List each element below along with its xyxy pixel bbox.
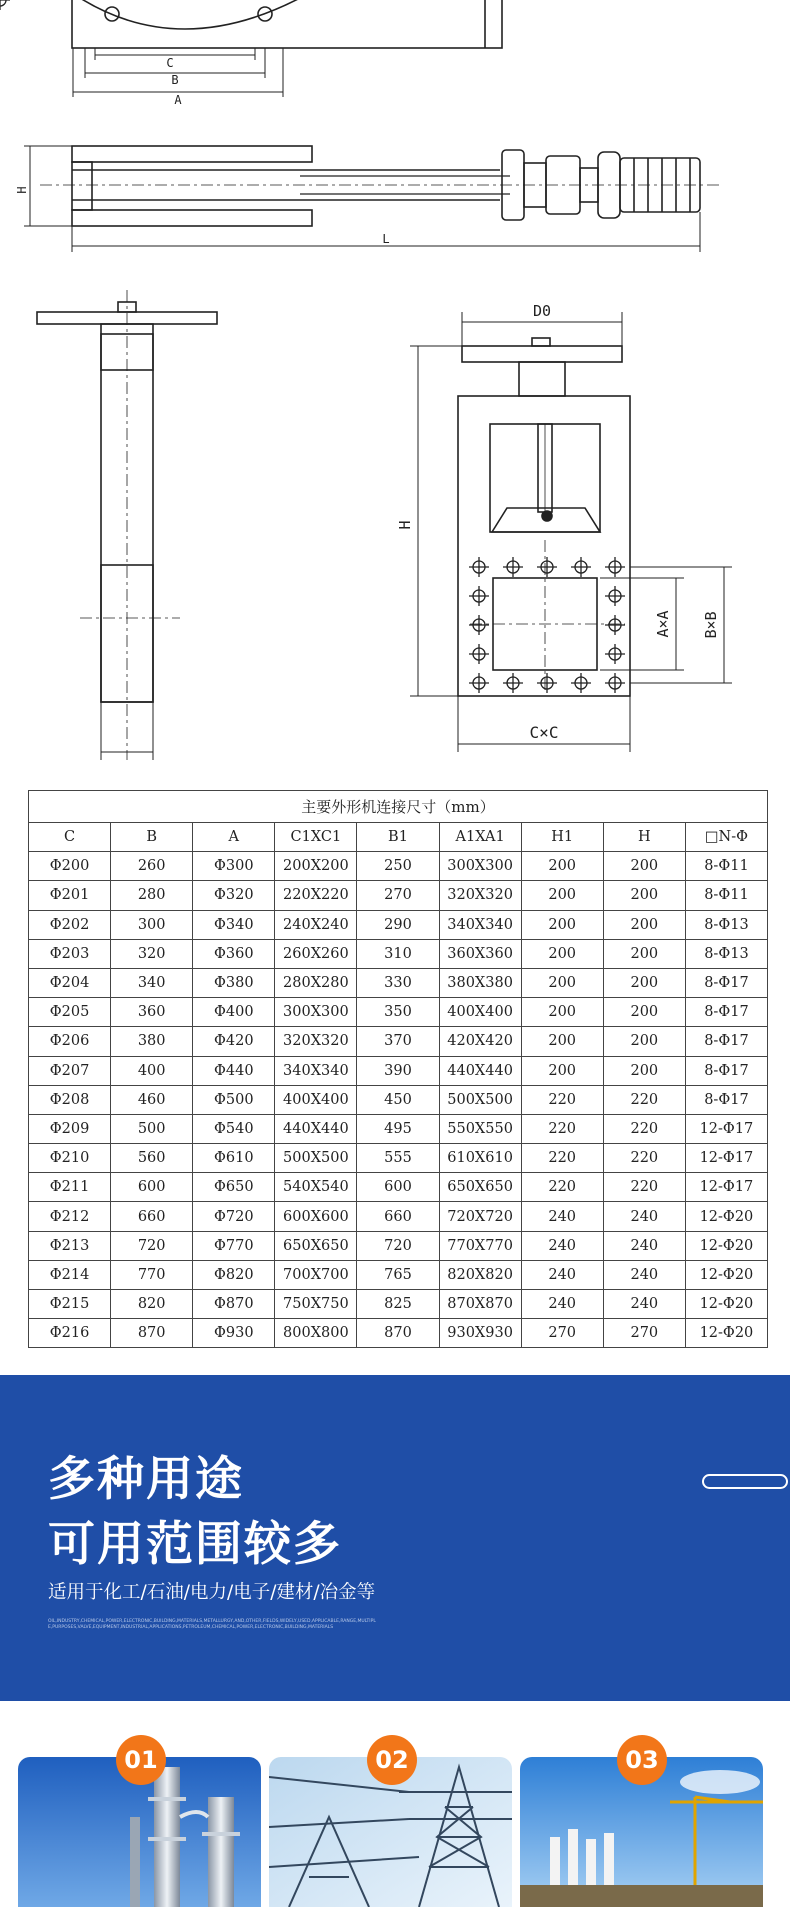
table-cell: 390 bbox=[357, 1056, 439, 1085]
table-cell: 220 bbox=[521, 1114, 603, 1143]
top-flange-arc bbox=[80, 0, 300, 29]
table-cell: 200 bbox=[521, 910, 603, 939]
table-cell: Φ360 bbox=[193, 939, 275, 968]
spec-table-header-row bbox=[29, 823, 768, 852]
table-cell: 12-Φ20 bbox=[685, 1260, 767, 1289]
table-cell: 610X610 bbox=[439, 1144, 521, 1173]
table-cell: 440X440 bbox=[439, 1056, 521, 1085]
card-badge-01: 01 bbox=[116, 1735, 166, 1785]
table-cell: 200 bbox=[603, 1027, 685, 1056]
table-cell: Φ202 bbox=[29, 910, 111, 939]
table-cell: 240X240 bbox=[275, 910, 357, 939]
table-cell: 380X380 bbox=[439, 968, 521, 997]
table-cell: 300 bbox=[111, 910, 193, 939]
spec-table-body bbox=[29, 852, 768, 1348]
dim-label-c: C bbox=[166, 56, 174, 70]
table-cell: 270 bbox=[521, 1319, 603, 1348]
table-row bbox=[29, 1202, 768, 1231]
table-cell: 930X930 bbox=[439, 1319, 521, 1348]
table-cell: 360 bbox=[111, 998, 193, 1027]
dim-label-h: H bbox=[15, 186, 29, 194]
spec-header-cell: C1XC1 bbox=[275, 823, 357, 852]
table-row bbox=[29, 1290, 768, 1319]
table-cell: 270 bbox=[603, 1319, 685, 1348]
table-cell: 220 bbox=[603, 1144, 685, 1173]
table-cell: 280 bbox=[111, 881, 193, 910]
table-cell: 310 bbox=[357, 939, 439, 968]
table-cell: Φ650 bbox=[193, 1173, 275, 1202]
spec-header-cell: H bbox=[603, 823, 685, 852]
table-cell: 240 bbox=[603, 1260, 685, 1289]
dim-label-bxb: B×B bbox=[702, 611, 720, 639]
table-cell: 825 bbox=[357, 1290, 439, 1319]
dim-label-h-side: H bbox=[396, 520, 414, 530]
table-cell: 12-Φ20 bbox=[685, 1319, 767, 1348]
table-cell: 400X400 bbox=[275, 1085, 357, 1114]
table-cell: 660 bbox=[357, 1202, 439, 1231]
table-cell: 200X200 bbox=[275, 852, 357, 881]
table-cell: Φ720 bbox=[193, 1202, 275, 1231]
table-cell: 400X400 bbox=[439, 998, 521, 1027]
table-cell: 240 bbox=[521, 1260, 603, 1289]
table-cell: Φ540 bbox=[193, 1114, 275, 1143]
table-row bbox=[29, 1144, 768, 1173]
table-cell: 700X700 bbox=[275, 1260, 357, 1289]
table-cell: 870 bbox=[357, 1319, 439, 1348]
table-cell: 220 bbox=[521, 1085, 603, 1114]
spec-table bbox=[28, 790, 768, 1348]
table-row bbox=[29, 1114, 768, 1143]
table-cell: 8-Φ17 bbox=[685, 998, 767, 1027]
table-cell: 240 bbox=[521, 1231, 603, 1260]
table-row bbox=[29, 1173, 768, 1202]
table-cell: 500 bbox=[111, 1114, 193, 1143]
spec-table-container bbox=[28, 790, 768, 1348]
table-cell: 440X440 bbox=[275, 1114, 357, 1143]
table-cell: Φ320 bbox=[193, 881, 275, 910]
table-cell: 770X770 bbox=[439, 1231, 521, 1260]
table-cell: 380 bbox=[111, 1027, 193, 1056]
table-cell: 450 bbox=[357, 1085, 439, 1114]
spec-header-cell: B1 bbox=[357, 823, 439, 852]
table-cell: 200 bbox=[521, 881, 603, 910]
table-cell: 650X650 bbox=[275, 1231, 357, 1260]
table-cell: 500X500 bbox=[439, 1085, 521, 1114]
table-cell: 220 bbox=[521, 1144, 603, 1173]
spec-table-caption: 主要外形机连接尺寸（mm） bbox=[29, 791, 768, 823]
table-cell: 320X320 bbox=[275, 1027, 357, 1056]
dim-label-a: A bbox=[174, 93, 182, 107]
table-cell: 12-Φ20 bbox=[685, 1231, 767, 1260]
table-cell: 600 bbox=[111, 1173, 193, 1202]
table-cell: 720 bbox=[357, 1231, 439, 1260]
table-row bbox=[29, 881, 768, 910]
table-cell: 360X360 bbox=[439, 939, 521, 968]
table-cell: 200 bbox=[521, 1027, 603, 1056]
banner-subtitle: 适用于化工/石油/电力/电子/建材/冶金等 bbox=[48, 1582, 376, 1603]
table-cell: Φ610 bbox=[193, 1144, 275, 1173]
pill-decoration-icon bbox=[702, 1474, 788, 1489]
spec-header-cell: □N-Φ bbox=[685, 823, 767, 852]
table-cell: 200 bbox=[521, 939, 603, 968]
table-cell: 8-Φ11 bbox=[685, 881, 767, 910]
table-cell: 240 bbox=[521, 1290, 603, 1319]
table-cell: 220 bbox=[603, 1085, 685, 1114]
table-cell: Φ930 bbox=[193, 1319, 275, 1348]
technical-drawing bbox=[0, 0, 790, 770]
table-cell: 240 bbox=[603, 1290, 685, 1319]
table-cell: Φ500 bbox=[193, 1085, 275, 1114]
dim-label-b: B bbox=[171, 73, 179, 87]
table-cell: Φ820 bbox=[193, 1260, 275, 1289]
table-cell: 320 bbox=[111, 939, 193, 968]
table-cell: 370 bbox=[357, 1027, 439, 1056]
table-row bbox=[29, 1085, 768, 1114]
table-cell: 220 bbox=[603, 1114, 685, 1143]
table-cell: 820X820 bbox=[439, 1260, 521, 1289]
table-cell: Φ215 bbox=[29, 1290, 111, 1319]
table-cell: 240 bbox=[603, 1202, 685, 1231]
table-row bbox=[29, 998, 768, 1027]
table-cell: Φ205 bbox=[29, 998, 111, 1027]
table-cell: Φ380 bbox=[193, 968, 275, 997]
table-cell: 750X750 bbox=[275, 1290, 357, 1319]
spec-header-cell: C bbox=[29, 823, 111, 852]
table-cell: 200 bbox=[603, 1056, 685, 1085]
table-cell: 495 bbox=[357, 1114, 439, 1143]
table-cell: 250 bbox=[357, 852, 439, 881]
table-cell: 8-Φ13 bbox=[685, 910, 767, 939]
table-cell: 270 bbox=[357, 881, 439, 910]
banner-heading-line2: 可用范围较多 bbox=[48, 1517, 342, 1572]
table-cell: 720 bbox=[111, 1231, 193, 1260]
table-cell: 200 bbox=[521, 998, 603, 1027]
table-cell: 8-Φ17 bbox=[685, 1056, 767, 1085]
table-cell: 12-Φ17 bbox=[685, 1114, 767, 1143]
table-cell: 560 bbox=[111, 1144, 193, 1173]
table-cell: 200 bbox=[603, 968, 685, 997]
table-cell: Φ210 bbox=[29, 1144, 111, 1173]
table-cell: Φ201 bbox=[29, 881, 111, 910]
spec-header-cell: A1XA1 bbox=[439, 823, 521, 852]
application-cards bbox=[0, 1701, 790, 1907]
table-cell: Φ200 bbox=[29, 852, 111, 881]
table-cell: Φ209 bbox=[29, 1114, 111, 1143]
table-cell: 8-Φ17 bbox=[685, 1027, 767, 1056]
table-row bbox=[29, 1027, 768, 1056]
table-cell: Φ400 bbox=[193, 998, 275, 1027]
table-row bbox=[29, 1231, 768, 1260]
table-cell: 220 bbox=[603, 1173, 685, 1202]
table-cell: 550X550 bbox=[439, 1114, 521, 1143]
table-cell: 770 bbox=[111, 1260, 193, 1289]
table-cell: 8-Φ17 bbox=[685, 968, 767, 997]
card-badge-02: 02 bbox=[367, 1735, 417, 1785]
table-cell: 260 bbox=[111, 852, 193, 881]
table-cell: 400 bbox=[111, 1056, 193, 1085]
table-cell: Φ213 bbox=[29, 1231, 111, 1260]
table-cell: 240 bbox=[521, 1202, 603, 1231]
table-cell: 555 bbox=[357, 1144, 439, 1173]
table-cell: 500X500 bbox=[275, 1144, 357, 1173]
table-row bbox=[29, 1319, 768, 1348]
top-housing bbox=[72, 0, 502, 48]
table-cell: 600X600 bbox=[275, 1202, 357, 1231]
spec-header-cell: H1 bbox=[521, 823, 603, 852]
table-cell: 280X280 bbox=[275, 968, 357, 997]
table-cell: 12-Φ17 bbox=[685, 1173, 767, 1202]
table-row bbox=[29, 968, 768, 997]
table-cell: 350 bbox=[357, 998, 439, 1027]
table-cell: 8-Φ11 bbox=[685, 852, 767, 881]
table-cell: 200 bbox=[521, 968, 603, 997]
table-cell: 200 bbox=[603, 998, 685, 1027]
table-cell: 820 bbox=[111, 1290, 193, 1319]
table-cell: Φ770 bbox=[193, 1231, 275, 1260]
spec-header-cell: A bbox=[193, 823, 275, 852]
table-cell: Φ207 bbox=[29, 1056, 111, 1085]
drawing-svg bbox=[0, 0, 790, 770]
table-cell: 460 bbox=[111, 1085, 193, 1114]
table-cell: 720X720 bbox=[439, 1202, 521, 1231]
dim-label-d0: D0 bbox=[532, 302, 552, 320]
dim-label-l: L bbox=[382, 232, 390, 246]
table-cell: 420X420 bbox=[439, 1027, 521, 1056]
table-cell: Φ870 bbox=[193, 1290, 275, 1319]
table-cell: Φ216 bbox=[29, 1319, 111, 1348]
table-cell: 12-Φ17 bbox=[685, 1144, 767, 1173]
table-cell: 340X340 bbox=[439, 910, 521, 939]
table-cell: 300X300 bbox=[275, 998, 357, 1027]
dim-label-cxc: C×C bbox=[529, 723, 559, 742]
table-cell: 650X650 bbox=[439, 1173, 521, 1202]
banner-fine-print: OIL,INDUSTRY,CHEMICAL,POWER,ELECTRONIC,BUILDING,MATERIALS,METALLURGY,AND,OTHER,FIELDS,WIDELY,USED,APPLICABLE,RANGE,MULTIPLE,PURPOSES,VALVE,EQUIPMENT,INDUSTRIAL,APPLICATIONS,PETROLEUM,CHEMICAL,POWER,ELECTRONIC,BUILDING,MATERIALS bbox=[48, 1619, 376, 1630]
usage-banner bbox=[0, 1375, 790, 1701]
table-cell: 8-Φ17 bbox=[685, 1085, 767, 1114]
table-cell: 12-Φ20 bbox=[685, 1202, 767, 1231]
table-cell: 870X870 bbox=[439, 1290, 521, 1319]
table-cell: Φ300 bbox=[193, 852, 275, 881]
table-row bbox=[29, 939, 768, 968]
table-cell: Φ340 bbox=[193, 910, 275, 939]
table-cell: Φ214 bbox=[29, 1260, 111, 1289]
table-cell: 200 bbox=[603, 881, 685, 910]
table-cell: 200 bbox=[603, 939, 685, 968]
table-cell: 200 bbox=[521, 852, 603, 881]
table-cell: 765 bbox=[357, 1260, 439, 1289]
table-cell: 300X300 bbox=[439, 852, 521, 881]
table-cell: 12-Φ20 bbox=[685, 1290, 767, 1319]
table-row bbox=[29, 1056, 768, 1085]
table-cell: 290 bbox=[357, 910, 439, 939]
table-cell: 200 bbox=[603, 910, 685, 939]
table-cell: 340X340 bbox=[275, 1056, 357, 1085]
banner-heading-line1: 多种用途 bbox=[48, 1452, 244, 1507]
table-row bbox=[29, 910, 768, 939]
table-cell: Φ420 bbox=[193, 1027, 275, 1056]
table-cell: 320X320 bbox=[439, 881, 521, 910]
table-row bbox=[29, 852, 768, 881]
table-cell: 220 bbox=[521, 1173, 603, 1202]
table-cell: 330 bbox=[357, 968, 439, 997]
table-cell: 240 bbox=[603, 1231, 685, 1260]
table-cell: 220X220 bbox=[275, 881, 357, 910]
table-cell: 870 bbox=[111, 1319, 193, 1348]
table-cell: Φ212 bbox=[29, 1202, 111, 1231]
table-cell: 540X540 bbox=[275, 1173, 357, 1202]
card-badge-03: 03 bbox=[617, 1735, 667, 1785]
table-cell: 660 bbox=[111, 1202, 193, 1231]
table-cell: Φ211 bbox=[29, 1173, 111, 1202]
dim-label-axa: A×A bbox=[654, 610, 672, 638]
spec-header-cell: B bbox=[111, 823, 193, 852]
table-cell: 200 bbox=[603, 852, 685, 881]
table-cell: Φ208 bbox=[29, 1085, 111, 1114]
table-cell: Φ204 bbox=[29, 968, 111, 997]
table-cell: 340 bbox=[111, 968, 193, 997]
table-cell: 260X260 bbox=[275, 939, 357, 968]
table-cell: Φ206 bbox=[29, 1027, 111, 1056]
table-cell: Φ440 bbox=[193, 1056, 275, 1085]
table-cell: 8-Φ13 bbox=[685, 939, 767, 968]
table-cell: 600 bbox=[357, 1173, 439, 1202]
table-cell: 200 bbox=[521, 1056, 603, 1085]
table-cell: Φ203 bbox=[29, 939, 111, 968]
table-cell: 800X800 bbox=[275, 1319, 357, 1348]
table-row bbox=[29, 1260, 768, 1289]
